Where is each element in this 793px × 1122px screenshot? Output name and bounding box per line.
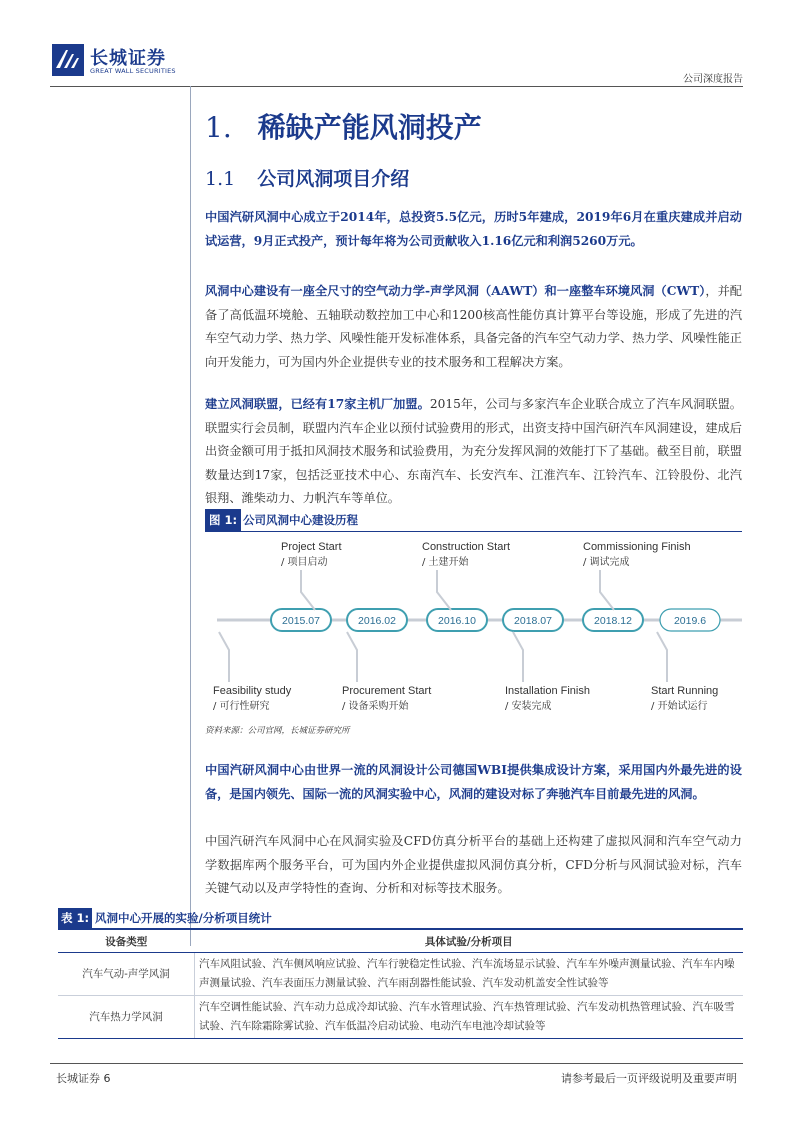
paragraph-facilities — [205, 280, 742, 374]
milestone-connector — [301, 570, 315, 610]
milestone-label-cn: / 可行性研究 — [213, 701, 270, 712]
paragraph-alliance-lead: 建立风洞联盟，已经有17家主机厂加盟。 — [205, 397, 430, 411]
table-header-items: 具体试验/分析项目 — [195, 929, 744, 953]
subsection-title — [205, 164, 409, 191]
section-title-text: 稀缺产能风洞投产 — [257, 111, 482, 144]
milestone-label-cn: / 土建开始 — [422, 557, 469, 568]
paragraph-alliance — [205, 393, 742, 511]
milestone-label-cn: / 开始试运行 — [651, 701, 708, 712]
milestone-connector — [437, 570, 451, 610]
milestone-connector — [219, 632, 229, 682]
subsection-number: 1.1 — [205, 168, 236, 190]
report-type: 公司深度报告 — [683, 74, 743, 85]
milestone-label-en: Start Running — [651, 685, 719, 697]
paragraph-investment: 中国汽研风洞中心成立于2014年，总投资5.5亿元，历时5年建成，2019年6月在重庆建成并启动试运营，9月正式投产，预计每年将为公司贡献收入1.16亿元和利润5260万元。 — [205, 210, 742, 248]
table-header-type: 设备类型 — [58, 929, 195, 953]
milestone-label-cn: / 项目启动 — [281, 557, 328, 568]
header-divider — [50, 86, 743, 87]
table-row — [58, 996, 743, 1039]
footer-disclaimer: 请参考最后一页评级说明及重要声明 — [561, 1072, 737, 1085]
section-number: 1. — [205, 111, 232, 144]
table-caption — [50, 908, 743, 928]
paragraph-platform: 中国汽研汽车风洞中心在风洞实验及CFD仿真分析平台的基础上还构建了虚拟风洞和汽车空气动力学数据库两个服务平台，可为国内外企业提供虚拟风洞仿真分析，CFD分析与风洞试验对标，汽车关键气动以及声学特性的查询、分析和对标等技术服务。 — [205, 834, 742, 895]
milestone-date: 2018.12 — [594, 615, 632, 627]
paragraph-design: 中国汽研风洞中心由世界一流的风洞设计公司德国WBI提供集成设计方案，采用国内外最先进的设备，是国内领先、国际一流的风洞实验中心，风洞的建设对标了奔驰汽车目前最先进的风洞。 — [205, 763, 742, 801]
milestone-date: 2016.02 — [358, 615, 396, 627]
milestone-date: 2015.07 — [282, 615, 320, 627]
milestone-label-en: Commissioning Finish — [583, 541, 691, 553]
table-cell-type: 汽车热力学风洞 — [58, 996, 195, 1039]
paragraph-alliance-body: 2015年，公司与多家汽车企业联合成立了汽车风洞联盟。联盟实行会员制，联盟内汽车企业以预付试验费用的形式，出资支持中国汽研汽车风洞建设，建成后出资金额可用于抵扣风洞技术服务和试验费用，为充分发挥风洞的效能打下了基础。截至目前，联盟数量达到17家，包括泛亚技术中心、东南汽车、长安汽车、江淮汽车、江铃汽车、江铃股份、北汽银翔、潍柴动力、力帆汽车等单位。 — [205, 397, 742, 505]
left-margin-rule — [190, 86, 191, 946]
table-cell-items: 汽车空调性能试验、汽车动力总成冷却试验、汽车水管理试验、汽车热管理试验、汽车发动机热管理试验、汽车吸雪试验、汽车除霜除雾试验、汽车低温冷启动试验、电动汽车电池冷却试验等 — [195, 996, 744, 1039]
paragraph-facilities-lead: 风洞中心建设有一座全尺寸的空气动力学-声学风洞（AAWT）和一座整车环境风洞（CWT） — [205, 284, 706, 298]
milestone-label-en: Feasibility study — [213, 685, 292, 697]
paragraph-facilities-body: ，并配备了高低温环境舱、五轴联动数控加工中心和1200核高性能仿真计算平台等设施，形成了先进的汽车空气动力学、热力学、风噪性能开发标准体系，具备完备的汽车空气动力学、热力学、风噪性能正向开发能力，可为国内外企业提供专业的技术服务和工程解决方案。 — [205, 284, 742, 369]
construction-timeline — [205, 532, 742, 718]
figure-caption — [205, 509, 742, 532]
milestone-label-cn: / 调试完成 — [583, 557, 630, 568]
milestone-label-cn: / 设备采购开始 — [342, 701, 409, 712]
table-label: 表 1: — [58, 908, 92, 928]
brand-name-cn: 长城证券 — [90, 48, 166, 69]
milestone-connector — [657, 632, 667, 682]
brand-name-en: GREAT WALL SECURITIES — [90, 67, 176, 75]
test-items-table — [58, 928, 743, 1039]
milestone-connector — [600, 570, 614, 610]
footer-page-number: 长城证券 6 — [56, 1072, 111, 1085]
milestone-label-en: Construction Start — [422, 541, 511, 553]
section-title — [205, 106, 482, 146]
subsection-title-text: 公司风洞项目介绍 — [257, 168, 410, 190]
milestone-date: 2018.07 — [514, 615, 552, 627]
milestone-connector — [513, 632, 523, 682]
milestone-label-cn: / 安装完成 — [505, 701, 552, 712]
milestone-label-en: Installation Finish — [505, 685, 590, 697]
figure-title: 公司风洞中心建设历程 — [243, 513, 358, 527]
table-header-row — [58, 929, 743, 953]
table-title: 风洞中心开展的实验/分析项目统计 — [95, 911, 272, 925]
milestone-label-en: Procurement Start — [342, 685, 432, 697]
footer-divider — [50, 1063, 743, 1064]
table-cell-items: 汽车风阻试验、汽车侧风响应试验、汽车行驶稳定性试验、汽车流场显示试验、汽车车外噪声测量试验、汽车车内噪声测量试验、汽车表面压力测量试验、汽车雨刮器性能试验、汽车发动机盖安全性试验等 — [195, 953, 744, 996]
milestone-date: 2019.6 — [673, 615, 707, 627]
figure-label: 图 1: — [205, 509, 241, 531]
table-row — [58, 953, 743, 996]
milestone-label-en: Project Start — [281, 541, 342, 553]
brand-logo — [52, 44, 192, 78]
brand-logo-icon — [52, 44, 84, 76]
milestone-date: 2016.10 — [438, 615, 476, 627]
figure-source: 资料来源：公司官网，长城证券研究所 — [205, 726, 350, 736]
table-cell-type: 汽车气动-声学风洞 — [58, 953, 195, 996]
milestone-connector — [347, 632, 357, 682]
